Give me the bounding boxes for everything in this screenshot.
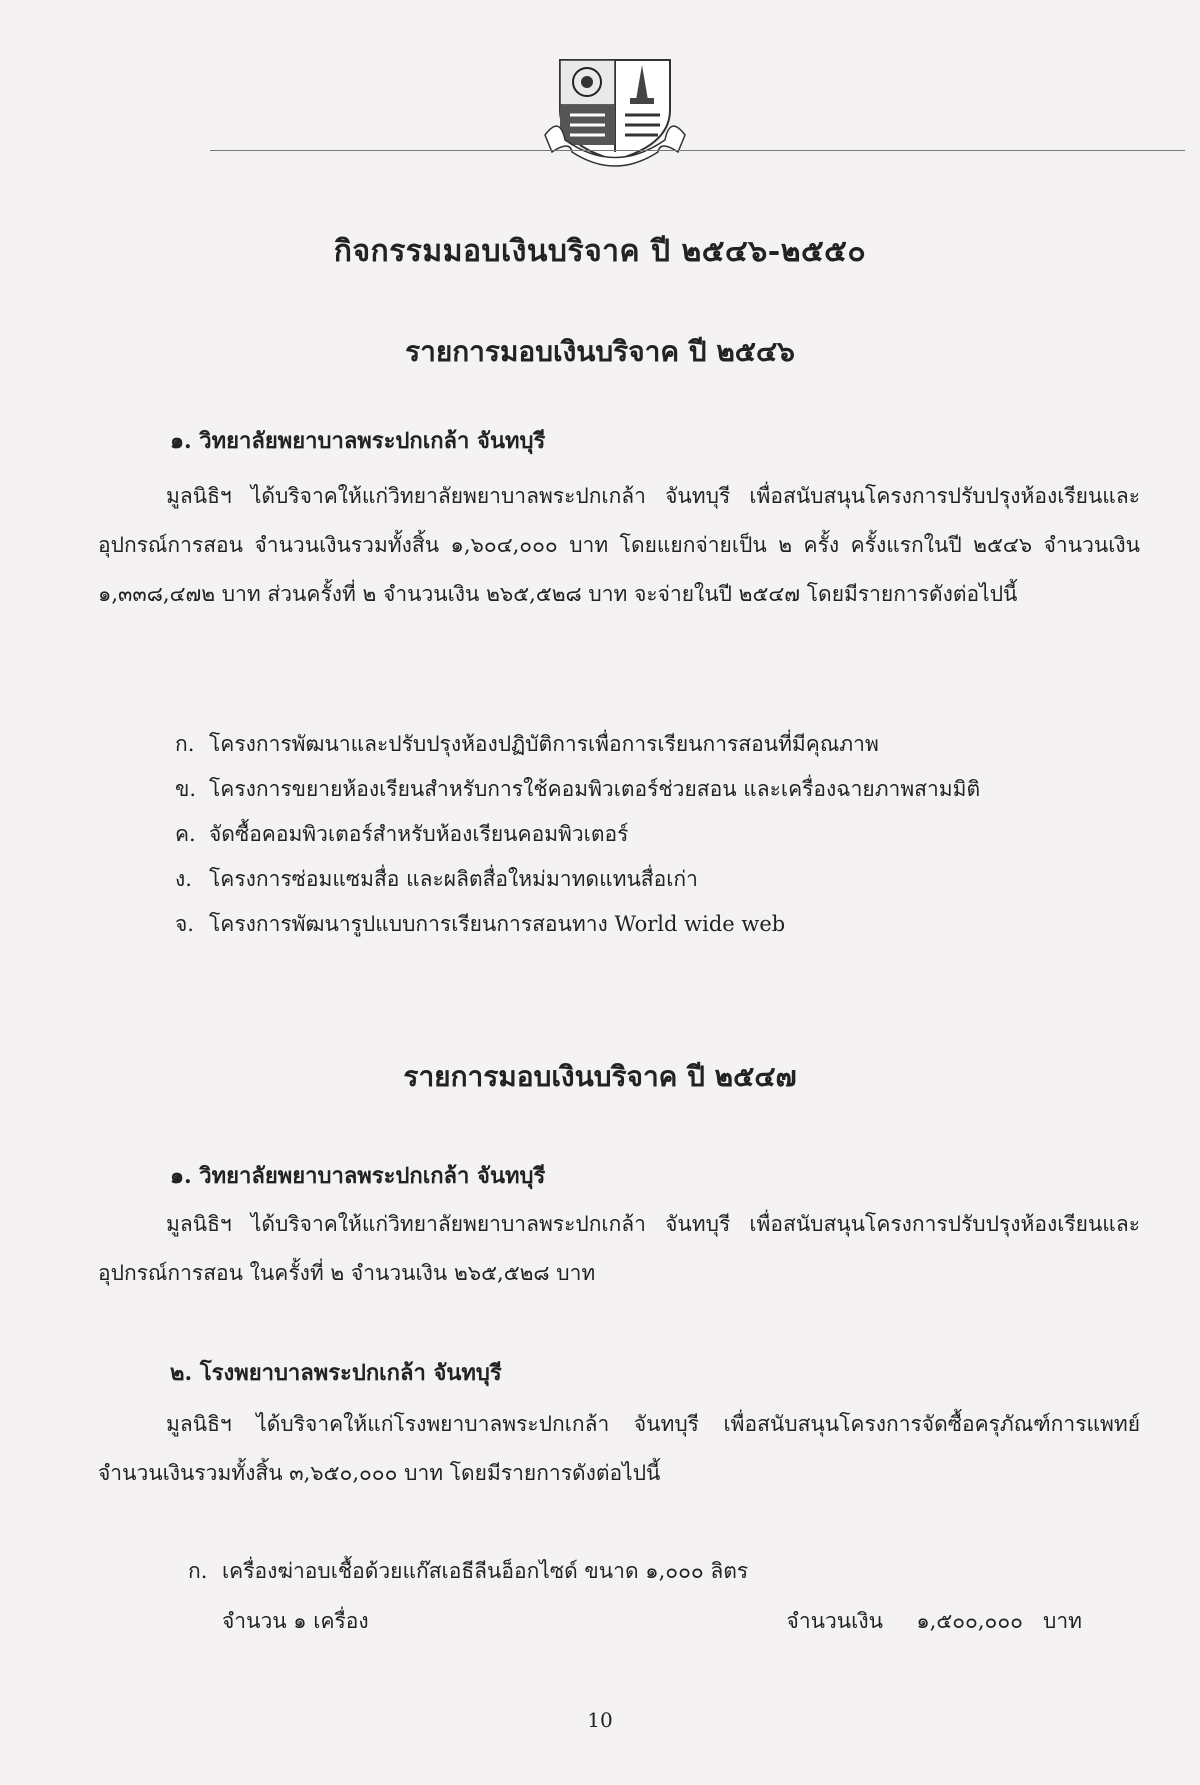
list-item: [175, 728, 980, 773]
list-text: โครงการซ่อมแซมสื่อ และผลิตสื่อใหม่มาทดแทนสื่อเก่า: [209, 867, 698, 891]
paragraph: มูลนิธิฯ ได้บริจาคให้แก่วิทยาลัยพยาบาลพระปกเกล้า จันทบุรี เพื่อสนับสนุนโครงการปรับปรุงห้องเรียนและอุปกรณ์การสอน ในครั้งที่ ๒ จำนวนเงิน ๒๖๕,๕๒๘ บาท: [98, 1212, 1140, 1285]
list-text: โครงการพัฒนารูปแบบการเรียนการสอนทาง World wide web: [209, 912, 786, 936]
page-number: 10: [587, 1708, 613, 1732]
amount-value: ๑,๕๐๐,๐๐๐: [916, 1609, 1023, 1633]
list-mark: ง.: [175, 867, 192, 891]
amount-label: จำนวนเงิน: [786, 1609, 883, 1633]
list-item: [175, 818, 980, 863]
list-item: [175, 773, 980, 818]
list-text: โครงการขยายห้องเรียนสำหรับการใช้คอมพิวเตอร์ช่วยสอน และเครื่องฉายภาพสามมิติ: [209, 777, 981, 801]
list-mark: ก.: [175, 732, 195, 756]
equipment-name: เครื่องฆ่าอบเชื้อด้วยแก๊สเอธีลีนอ็อกไซด์ ขนาด ๑,๐๐๐ ลิตร: [222, 1559, 749, 1583]
list-text: จัดซื้อคอมพิวเตอร์สำหรับห้องเรียนคอมพิวเตอร์: [209, 822, 629, 846]
project-list: [175, 728, 980, 953]
list-mark: ค.: [175, 822, 196, 846]
section-title-2546: รายการมอบเงินบริจาค ปี ๒๕๔๖: [405, 335, 795, 368]
equipment-detail-row: [222, 1605, 1082, 1638]
section-title-2547: รายการมอบเงินบริจาค ปี ๒๕๔๗: [403, 1060, 797, 1093]
page-title: กิจกรรมมอบเงินบริจาค ปี ๒๕๔๖-๒๕๕๐: [333, 234, 867, 269]
list-item: [175, 908, 980, 953]
foundation-crest-icon: [540, 40, 690, 175]
item-heading: ๒. โรงพยาบาลพระปกเกล้า จันทบุรี: [170, 1360, 502, 1386]
equipment-item: [188, 1555, 748, 1588]
equipment-quantity: จำนวน ๑ เครื่อง: [222, 1609, 369, 1633]
list-mark: จ.: [175, 912, 194, 936]
amount-currency: บาท: [1043, 1609, 1082, 1633]
list-mark: ก.: [188, 1559, 208, 1583]
equipment-amount: [787, 1605, 1082, 1638]
list-text: โครงการพัฒนาและปรับปรุงห้องปฏิบัติการเพื่อการเรียนการสอนที่มีคุณภาพ: [209, 732, 879, 756]
list-mark: ข.: [175, 777, 197, 801]
paragraph: มูลนิธิฯ ได้บริจาคให้แก่วิทยาลัยพยาบาลพระปกเกล้า จันทบุรี เพื่อสนับสนุนโครงการปรับปรุงห้องเรียนและอุปกรณ์การสอน จำนวนเงินรวมทั้งสิ้น ๑,๖๐๔,๐๐๐ บาท โดยแยกจ่ายเป็น ๒ ครั้ง ครั้งแรกในปี ๒๕๔๖ จำนวนเงิน ๑,๓๓๘,๔๗๒ บาท ส่วนครั้งที่ ๒ จำนวนเงิน ๒๖๕,๕๒๘ บาท จะจ่ายในปี ๒๕๔๗ โดยมีรายการดังต่อไปนี้: [98, 484, 1140, 606]
list-item: [175, 863, 980, 908]
header-rule: [210, 150, 1185, 151]
paragraph: มูลนิธิฯ ได้บริจาคให้แก่โรงพยาบาลพระปกเกล้า จันทบุรี เพื่อสนับสนุนโครงการจัดซื้อครุภัณฑ์การแพทย์ จำนวนเงินรวมทั้งสิ้น ๓,๖๕๐,๐๐๐ บาท โดยมีรายการดังต่อไปนี้: [98, 1412, 1140, 1485]
item-heading: ๑. วิทยาลัยพยาบาลพระปกเกล้า จันทบุรี: [170, 1163, 546, 1189]
item-heading: ๑. วิทยาลัยพยาบาลพระปกเกล้า จันทบุรี: [170, 428, 546, 454]
